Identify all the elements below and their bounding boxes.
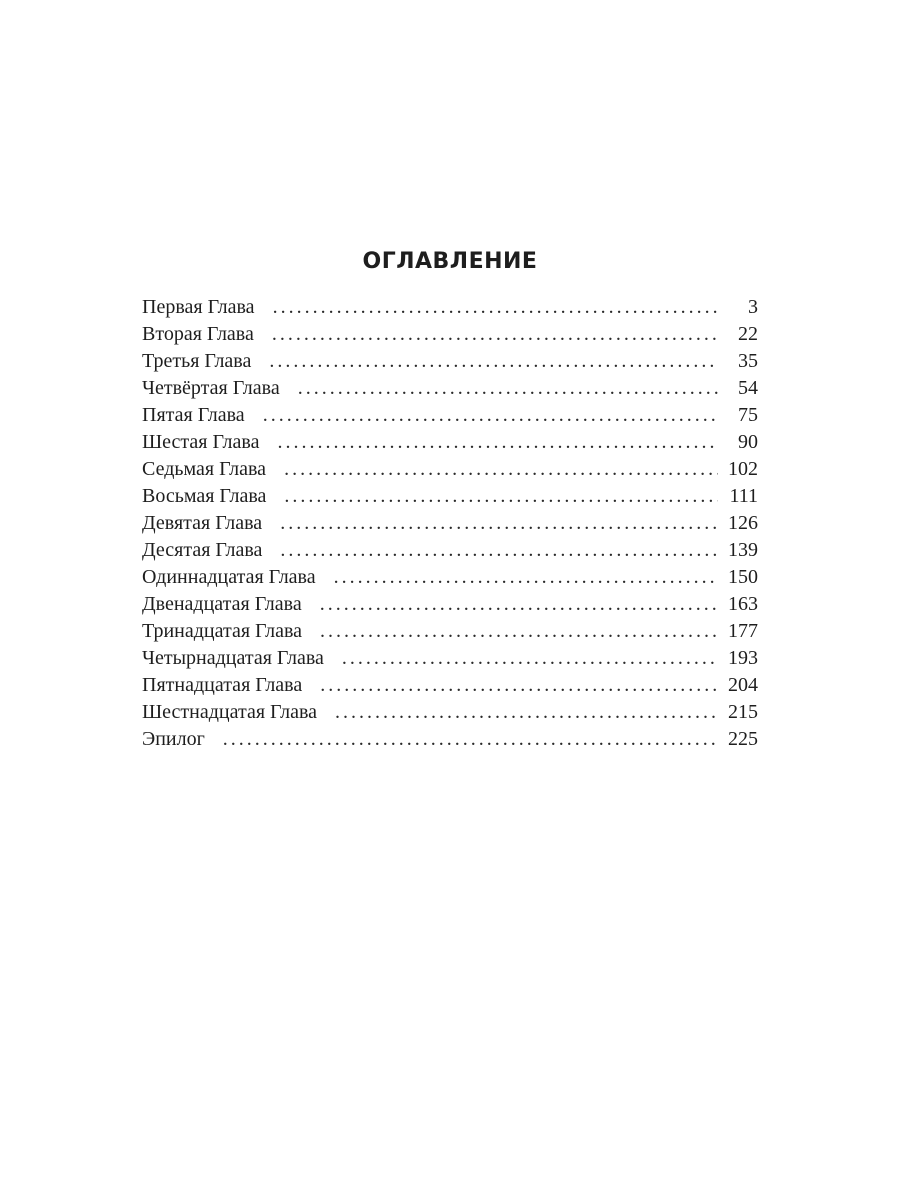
toc-entry-label: Десятая Глава bbox=[142, 539, 263, 561]
dot-leader bbox=[320, 618, 718, 645]
dot-leader bbox=[335, 699, 718, 726]
toc-entry[interactable] bbox=[142, 537, 758, 564]
toc-entry-page-number: 102 bbox=[728, 458, 758, 480]
table-of-contents bbox=[142, 246, 758, 753]
toc-entry-label: Тринадцатая Глава bbox=[142, 620, 303, 642]
toc-entry-page-number: 150 bbox=[728, 566, 758, 588]
dot-leader bbox=[342, 645, 718, 672]
toc-entry[interactable] bbox=[142, 456, 758, 483]
toc-entry-label: Четырнадцатая Глава bbox=[142, 647, 324, 669]
dot-leader bbox=[334, 564, 718, 591]
dot-leader bbox=[273, 294, 718, 321]
toc-entry-label: Пятая Глава bbox=[142, 404, 245, 426]
toc-entry-page-number: 75 bbox=[738, 404, 758, 426]
toc-entry-label: Двенадцатая Глава bbox=[142, 593, 302, 615]
toc-entry-label: Восьмая Глава bbox=[142, 485, 267, 507]
toc-entry-label: Одиннадцатая Глава bbox=[142, 566, 316, 588]
toc-entry[interactable] bbox=[142, 618, 758, 645]
toc-entry-label: Пятнадцатая Глава bbox=[142, 674, 303, 696]
toc-entry-page-number: 3 bbox=[748, 296, 758, 318]
toc-entry[interactable] bbox=[142, 591, 758, 618]
dot-leader bbox=[284, 456, 718, 483]
toc-entry[interactable] bbox=[142, 294, 758, 321]
toc-title: ОГЛАВЛЕНИЕ bbox=[362, 249, 538, 274]
toc-entry-page-number: 177 bbox=[728, 620, 758, 642]
toc-entry-label: Вторая Глава bbox=[142, 323, 254, 345]
dot-leader bbox=[320, 672, 718, 699]
toc-entry-page-number: 54 bbox=[738, 377, 758, 399]
toc-entry[interactable] bbox=[142, 699, 758, 726]
dot-leader bbox=[298, 375, 718, 402]
dot-leader bbox=[269, 348, 718, 375]
toc-entry-page-number: 22 bbox=[738, 323, 758, 345]
dot-leader bbox=[272, 321, 718, 348]
toc-entry-page-number: 193 bbox=[728, 647, 758, 669]
dot-leader bbox=[284, 483, 718, 510]
toc-entry[interactable] bbox=[142, 510, 758, 537]
toc-entry[interactable] bbox=[142, 429, 758, 456]
toc-entry-label: Эпилог bbox=[142, 728, 205, 750]
toc-entry-page-number: 90 bbox=[738, 431, 758, 453]
toc-entry-label: Седьмая Глава bbox=[142, 458, 267, 480]
toc-entry[interactable] bbox=[142, 726, 758, 753]
toc-entry-label: Первая Глава bbox=[142, 296, 255, 318]
dot-leader bbox=[320, 591, 718, 618]
toc-entry-page-number: 225 bbox=[728, 728, 758, 750]
toc-entry[interactable] bbox=[142, 483, 758, 510]
toc-entry-label: Четвёртая Глава bbox=[142, 377, 280, 399]
toc-entry-page-number: 163 bbox=[728, 593, 758, 615]
toc-entry[interactable] bbox=[142, 645, 758, 672]
toc-entry-label: Третья Глава bbox=[142, 350, 252, 372]
toc-entry-page-number: 35 bbox=[738, 350, 758, 372]
toc-entry[interactable] bbox=[142, 564, 758, 591]
toc-entry[interactable] bbox=[142, 402, 758, 429]
toc-entry-label: Девятая Глава bbox=[142, 512, 263, 534]
toc-entry-page-number: 215 bbox=[728, 701, 758, 723]
toc-entry[interactable] bbox=[142, 321, 758, 348]
toc-entry-label: Шестая Глава bbox=[142, 431, 260, 453]
toc-entry-page-number: 139 bbox=[728, 539, 758, 561]
toc-entry[interactable] bbox=[142, 672, 758, 699]
dot-leader bbox=[277, 429, 718, 456]
dot-leader bbox=[280, 510, 718, 537]
dot-leader bbox=[280, 537, 718, 564]
toc-entry-page-number: 126 bbox=[728, 512, 758, 534]
dot-leader bbox=[263, 402, 718, 429]
toc-entry-page-number: 204 bbox=[728, 674, 758, 696]
dot-leader bbox=[223, 726, 718, 753]
toc-entry-page-number: 111 bbox=[729, 485, 758, 507]
toc-list bbox=[142, 294, 758, 753]
toc-entry[interactable] bbox=[142, 375, 758, 402]
toc-entry-label: Шестнадцатая Глава bbox=[142, 701, 318, 723]
toc-entry[interactable] bbox=[142, 348, 758, 375]
